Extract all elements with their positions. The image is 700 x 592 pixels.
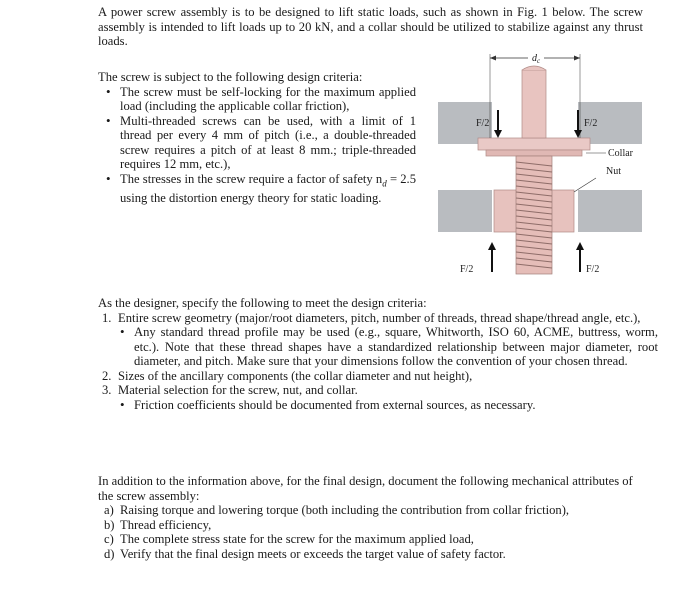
criteria-item-text: = 2.5 using the distortion energy theory for static loading. — [120, 171, 416, 205]
item-letter: a) — [104, 503, 114, 517]
criteria-section — [98, 70, 416, 205]
screw-assembly-figure — [430, 50, 660, 285]
designer-item-text: Entire screw geometry (major/root diameters, pitch, number of threads, thread shape/thread angle, etc.), — [118, 310, 641, 325]
item-number: 2. — [102, 368, 112, 383]
criteria-item — [98, 114, 416, 172]
load-platform — [478, 138, 590, 150]
designer-item-text: Sizes of the ancillary components (the collar diameter and nut height), — [118, 368, 473, 383]
item-letter: b) — [104, 517, 115, 532]
designer-list — [98, 311, 658, 413]
attribute-item — [98, 532, 643, 547]
attributes-heading: In addition to the information above, for the final design, document the following mechanical attributes of the screw assembly: — [98, 474, 633, 503]
attribute-item — [98, 547, 643, 562]
force-label-bottom-left: F/2 — [460, 264, 474, 275]
designer-sublist — [116, 325, 658, 369]
nut-label: Nut — [606, 166, 621, 177]
collar — [486, 150, 582, 156]
criteria-item — [98, 172, 416, 206]
collar-label: Collar — [608, 148, 633, 159]
designer-item — [98, 383, 658, 412]
attribute-text: Thread efficiency, — [120, 517, 212, 532]
designer-heading: As the designer, specify the following to meet the design criteria: — [98, 296, 427, 310]
attributes-list — [98, 503, 643, 561]
safety-factor-subscript: d — [382, 178, 387, 189]
criteria-heading: The screw is subject to the following design criteria: — [98, 70, 363, 84]
attribute-text: The complete stress state for the screw for the maximum applied load, — [120, 532, 474, 546]
designer-subitem: • Any standard thread profile may be used (e.g., square, Whitworth, ISO 60, ACME, buttress, worm, etc.). Note that these thread shapes have a standardized relationship between major diameter, root diameter, and pitch. Make sure that your dimensions follow the convention of your chosen thread. — [116, 325, 658, 369]
criteria-item-text: Multi-threaded screws can be used, with a limit of 1 thread per every 4 mm of pitch (i.e., a double-threaded screw requires a pitch of at least 8 mm.; triple-threaded requires 12 mm, etc.), — [120, 113, 416, 171]
intro-paragraph: A power screw assembly is to be designed to lift static loads, such as shown in Fig. 1 below. The screw assembly is intended to lift loads up to 20 kN, and a collar should be utilized to stabilize against any thrust loads. — [98, 5, 643, 48]
force-label-top-right: F/2 — [584, 118, 598, 129]
designer-sublist — [116, 398, 658, 413]
item-letter: c) — [104, 532, 114, 546]
attribute-item — [98, 503, 643, 518]
attribute-text: Verify that the final design meets or exceeds the target value of safety factor. — [120, 546, 506, 561]
criteria-list — [98, 85, 416, 206]
designer-section — [98, 296, 658, 412]
item-letter: d) — [104, 546, 115, 561]
attributes-section — [98, 474, 643, 561]
item-number: 1. — [102, 310, 112, 325]
screw-threads — [516, 156, 552, 274]
force-label-bottom-right: F/2 — [586, 264, 600, 275]
attribute-item — [98, 518, 643, 533]
criteria-item — [98, 85, 416, 114]
designer-item-text: Material selection for the screw, nut, and collar. — [118, 383, 358, 397]
force-label-top-left: F/2 — [476, 118, 490, 129]
designer-subitem: • Friction coefficients should be documented from external sources, as necessary. — [116, 398, 658, 413]
criteria-item-text: The stresses in the screw require a factor of safety n — [120, 171, 383, 186]
criteria-item-text: The screw must be self-locking for the maximum applied load (including the applicable collar friction), — [120, 84, 416, 113]
screw-head — [522, 70, 546, 138]
item-number: 3. — [102, 383, 112, 397]
designer-item — [98, 311, 658, 369]
screw-assembly-diagram — [430, 50, 660, 285]
attribute-text: Raising torque and lowering torque (both including the contribution from collar friction), — [120, 503, 570, 517]
dc-label: $d_c$ — [532, 53, 541, 65]
designer-item — [98, 369, 658, 384]
